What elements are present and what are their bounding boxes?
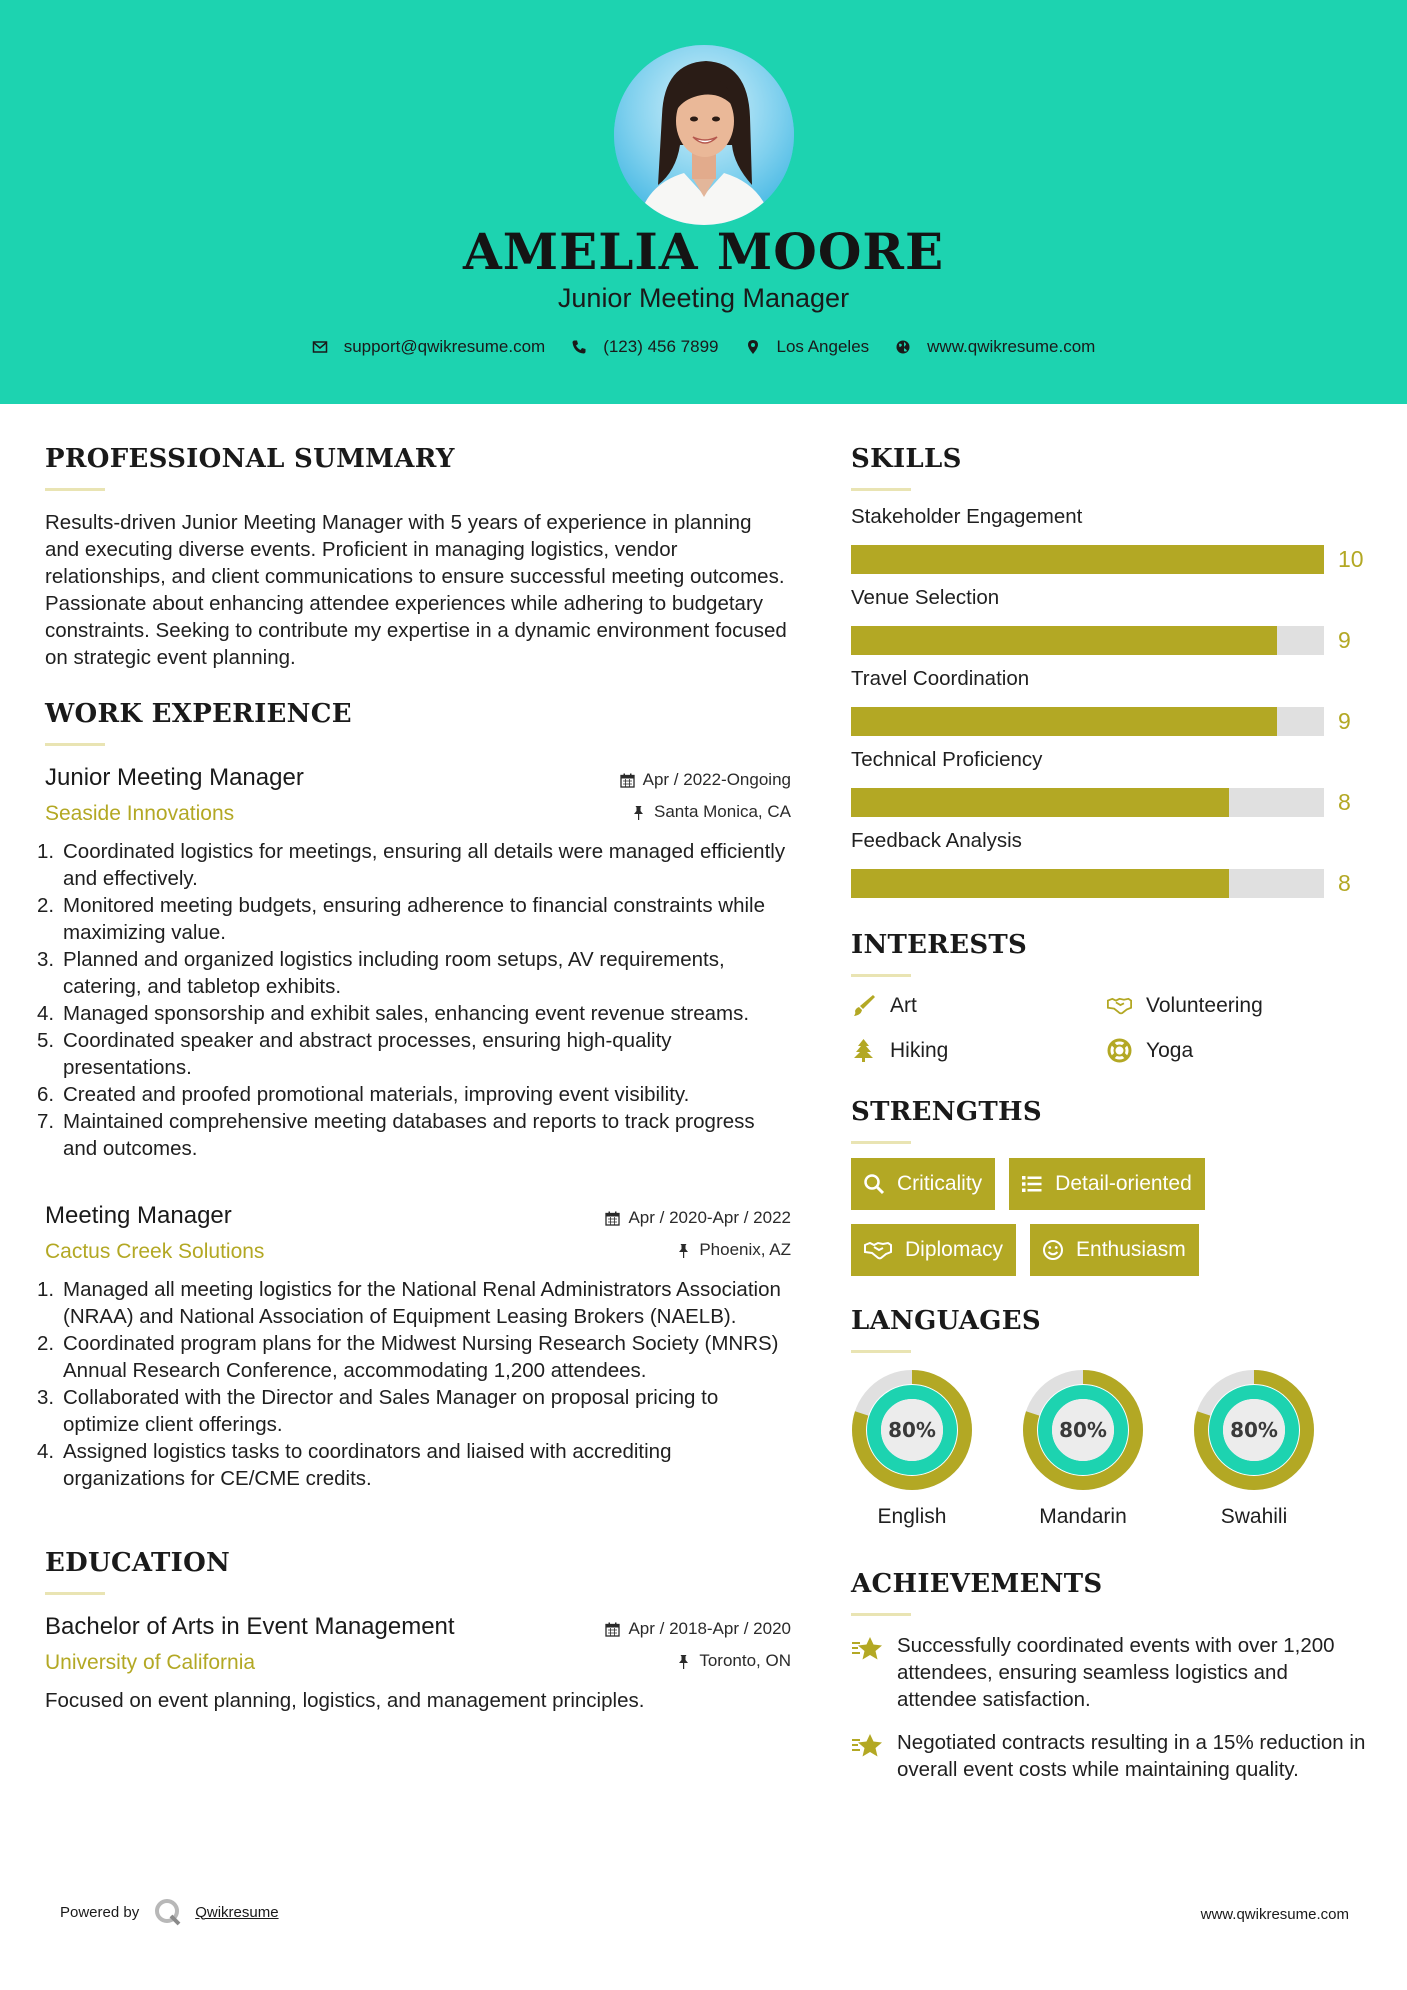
job-duties — [37, 1276, 791, 1492]
degree-title: Bachelor of Arts in Event Management — [45, 1613, 455, 1640]
phone-icon — [571, 339, 587, 355]
globe-icon — [895, 339, 911, 355]
interests-section — [851, 930, 1366, 1063]
list-icon — [1021, 1173, 1043, 1195]
avatar-portrait — [614, 45, 794, 225]
achievement-item — [851, 1632, 1366, 1713]
interest-item — [1107, 1038, 1363, 1063]
experience-divider — [45, 743, 105, 746]
duty-item: 6. Created and proofed promotional materials, improving event visibility. — [37, 1083, 690, 1106]
search-icon — [863, 1173, 885, 1195]
skill-track — [851, 626, 1324, 655]
interest-label: Hiking — [890, 1038, 949, 1062]
languages-section — [851, 1306, 1366, 1529]
school-name: University of California — [45, 1651, 256, 1674]
education-heading: EDUCATION — [45, 1548, 231, 1578]
skill-track — [851, 707, 1324, 736]
achievements-section — [851, 1569, 1366, 1783]
achievement-text: Successfully coordinated events with over 1,200 attendees, ensuring seamless logistics and attendee satisfaction. — [897, 1634, 1335, 1711]
summary-section — [45, 444, 791, 671]
job-entry — [37, 1202, 791, 1492]
language-name: English — [877, 1505, 947, 1528]
strength-chip — [851, 1158, 995, 1210]
interests-heading: INTERESTS — [851, 930, 1028, 960]
summary-text: Results-driven Junior Meeting Manager with 5 years of experience in planning and executing diverse events. Proficient in managing logistics, vendor relationships, and client communications to ensure successful meeting outcomes. Passionate about enhancing attendee experiences while adhering to budgetary constraints. Seeking to contribute my expertise in a dynamic environment focused on strategic event planning. — [45, 511, 787, 669]
job-date-text: Apr / 2022-Ongoing — [642, 770, 791, 789]
skill-track — [851, 869, 1324, 898]
strengths-list — [851, 1158, 1366, 1276]
skill-fill — [851, 707, 1277, 736]
duty-item: 1. Managed all meeting logistics for the National Renal Administrators Association (NRAA) and National Association of Equipment Leasing Brokers (NAELB). — [37, 1278, 781, 1328]
skill-item — [851, 505, 1366, 574]
paintbrush-icon — [851, 993, 876, 1018]
job-company: Cactus Creek Solutions — [45, 1240, 265, 1263]
achievement-text: Negotiated contracts resulting in a 15% reduction in overall event costs while maintaining quality. — [897, 1731, 1366, 1781]
job-location — [676, 1240, 791, 1260]
achievements-divider — [851, 1613, 911, 1616]
interests-list — [851, 993, 1366, 1063]
duty-item: 3. Collaborated with the Director and Sales Manager on proposal pricing to optimize client offerings. — [37, 1386, 719, 1436]
language-percent: 80% — [888, 1418, 936, 1442]
candidate-name: AMELIA MOORE — [462, 222, 945, 281]
skill-track — [851, 545, 1324, 574]
skill-value: 10 — [1338, 546, 1364, 572]
skill-row — [851, 707, 1366, 736]
interest-item — [851, 993, 1107, 1018]
languages-heading: LANGUAGES — [851, 1306, 1041, 1336]
skill-fill — [851, 788, 1229, 817]
skill-item — [851, 667, 1366, 736]
duty-item: 4. Assigned logistics tasks to coordinators and liaised with accrediting organizations for CE/CME credits. — [37, 1440, 672, 1490]
duty-item: 2. Monitored meeting budgets, ensuring adherence to financial constraints while maximizing value. — [37, 894, 765, 944]
skill-row — [851, 545, 1366, 574]
interest-item — [851, 1038, 1107, 1063]
education-description: Focused on event planning, logistics, and management principles. — [45, 1689, 645, 1712]
location-text: Los Angeles — [776, 337, 870, 356]
skills-list — [851, 505, 1366, 898]
skill-name: Travel Coordination — [851, 667, 1030, 690]
summary-divider — [45, 488, 105, 491]
pushpin-icon — [676, 1243, 691, 1258]
contact-website[interactable] — [895, 337, 1095, 357]
interest-label: Art — [890, 993, 917, 1017]
job-entry — [37, 764, 791, 1162]
calendar-icon — [605, 1622, 620, 1637]
strength-chip — [1030, 1224, 1199, 1276]
skill-item — [851, 748, 1366, 817]
job-location — [631, 802, 791, 822]
calendar-icon — [605, 1211, 620, 1226]
language-item — [851, 1369, 973, 1529]
interest-item — [1107, 993, 1363, 1018]
job-location-text: Santa Monica, CA — [653, 802, 791, 821]
contact-email[interactable] — [312, 337, 546, 357]
skill-fill — [851, 869, 1229, 898]
skill-name: Feedback Analysis — [851, 829, 1022, 852]
envelope-icon — [312, 339, 328, 355]
handshake-icon — [863, 1239, 893, 1261]
skill-value: 8 — [1338, 870, 1351, 896]
language-item — [1193, 1369, 1315, 1529]
languages-divider — [851, 1350, 911, 1353]
duty-item: 4. Managed sponsorship and exhibit sales, enhancing event revenue streams. — [37, 1002, 750, 1025]
skills-divider — [851, 488, 911, 491]
experience-section — [37, 699, 791, 1492]
footer-powered-by — [60, 1897, 279, 1927]
right-column — [851, 444, 1366, 1799]
skill-name: Venue Selection — [851, 586, 1000, 609]
interest-label: Yoga — [1146, 1038, 1194, 1062]
language-name: Mandarin — [1039, 1505, 1127, 1528]
job-title: Meeting Manager — [45, 1202, 232, 1229]
language-ring — [1193, 1369, 1315, 1491]
summary-heading: PROFESSIONAL SUMMARY — [45, 444, 455, 474]
language-item — [1022, 1369, 1144, 1529]
candidate-title: Junior Meeting Manager — [557, 283, 850, 313]
job-date — [620, 770, 791, 790]
languages-list — [851, 1369, 1366, 1529]
duty-item: 5. Coordinated speaker and abstract processes, ensuring high-quality presentations. — [37, 1029, 672, 1079]
job-location-text: Phoenix, AZ — [699, 1240, 791, 1259]
skill-value: 8 — [1338, 789, 1351, 815]
job-duties — [37, 838, 791, 1162]
education-location-text: Toronto, ON — [699, 1651, 791, 1670]
strengths-divider — [851, 1141, 911, 1144]
language-percent: 80% — [1230, 1418, 1278, 1442]
website-text: www.qwikresume.com — [927, 337, 1096, 356]
map-pin-icon — [745, 339, 761, 355]
star-icon — [851, 1634, 885, 1664]
skill-fill — [851, 545, 1324, 574]
education-header — [45, 1613, 791, 1687]
qwikresume-logo-icon — [153, 1897, 183, 1927]
education-section — [45, 1548, 791, 1714]
interest-label: Volunteering — [1146, 993, 1263, 1017]
achievement-item — [851, 1729, 1366, 1783]
contact-bar — [0, 337, 1407, 357]
skill-row — [851, 788, 1366, 817]
contact-phone[interactable] — [571, 337, 718, 357]
job-title: Junior Meeting Manager — [45, 764, 304, 791]
job-date — [605, 1208, 791, 1228]
duty-item: 7. Maintained comprehensive meeting databases and reports to track progress and outcomes. — [37, 1110, 755, 1160]
pushpin-icon — [631, 805, 646, 820]
smile-icon — [1042, 1239, 1064, 1261]
lifebuoy-icon — [1107, 1038, 1132, 1063]
powered-by-text: Powered by — [60, 1903, 140, 1921]
contact-location — [745, 337, 870, 357]
skill-row — [851, 626, 1366, 655]
calendar-icon — [620, 773, 635, 788]
skill-fill — [851, 626, 1277, 655]
skill-name: Stakeholder Engagement — [851, 505, 1083, 528]
job-company: Seaside Innovations — [45, 802, 235, 825]
skill-row — [851, 869, 1366, 898]
header-banner — [0, 0, 1407, 404]
skills-section — [851, 444, 1366, 898]
job-date-text: Apr / 2020-Apr / 2022 — [628, 1208, 791, 1227]
education-date-text: Apr / 2018-Apr / 2020 — [628, 1619, 791, 1638]
handshake-icon — [1107, 993, 1132, 1018]
phone-text: (123) 456 7899 — [603, 337, 719, 356]
strength-label: Criticality — [897, 1172, 983, 1195]
skill-track — [851, 788, 1324, 817]
achievements-heading: ACHIEVEMENTS — [851, 1569, 1103, 1599]
skills-heading: SKILLS — [851, 444, 962, 474]
skill-value: 9 — [1338, 708, 1351, 734]
language-ring — [1022, 1369, 1144, 1491]
interests-divider — [851, 974, 911, 977]
avatar — [614, 45, 794, 225]
tree-icon — [851, 1038, 876, 1063]
skill-name: Technical Proficiency — [851, 748, 1043, 771]
pushpin-icon — [676, 1654, 691, 1669]
duty-item: 1. Coordinated logistics for meetings, ensuring all details were managed efficiently and effectively. — [37, 840, 786, 890]
job-header — [45, 1202, 791, 1276]
strength-chip — [851, 1224, 1016, 1276]
experience-heading: WORK EXPERIENCE — [45, 699, 352, 729]
education-location — [676, 1651, 791, 1671]
skill-item — [851, 829, 1366, 898]
duty-item: 2. Coordinated program plans for the Midwest Nursing Research Society (MNRS) Annual Research Conference, accommodating 1,200 attendees. — [37, 1332, 779, 1382]
education-divider — [45, 1592, 105, 1595]
strengths-section — [851, 1097, 1366, 1276]
duty-item: 3. Planned and organized logistics including room setups, AV requirements, catering, and tabletop exhibits. — [37, 948, 725, 998]
strength-label: Enthusiasm — [1076, 1238, 1186, 1261]
language-percent: 80% — [1059, 1418, 1107, 1442]
job-header — [45, 764, 791, 838]
strengths-heading: STRENGTHS — [851, 1097, 1042, 1127]
email-text: support@qwikresume.com — [343, 337, 546, 356]
left-column — [37, 444, 791, 1714]
education-date — [605, 1619, 791, 1639]
brand-link[interactable]: Qwikresume — [195, 1903, 279, 1921]
language-name: Swahili — [1220, 1505, 1288, 1528]
strength-chip — [1009, 1158, 1205, 1210]
skill-item — [851, 586, 1366, 655]
strength-label: Detail-oriented — [1055, 1172, 1192, 1195]
language-ring — [851, 1369, 973, 1491]
skill-value: 9 — [1338, 627, 1351, 653]
footer-website[interactable]: www.qwikresume.com — [1200, 1906, 1349, 1923]
strength-label: Diplomacy — [905, 1238, 1004, 1261]
star-icon — [851, 1731, 885, 1761]
